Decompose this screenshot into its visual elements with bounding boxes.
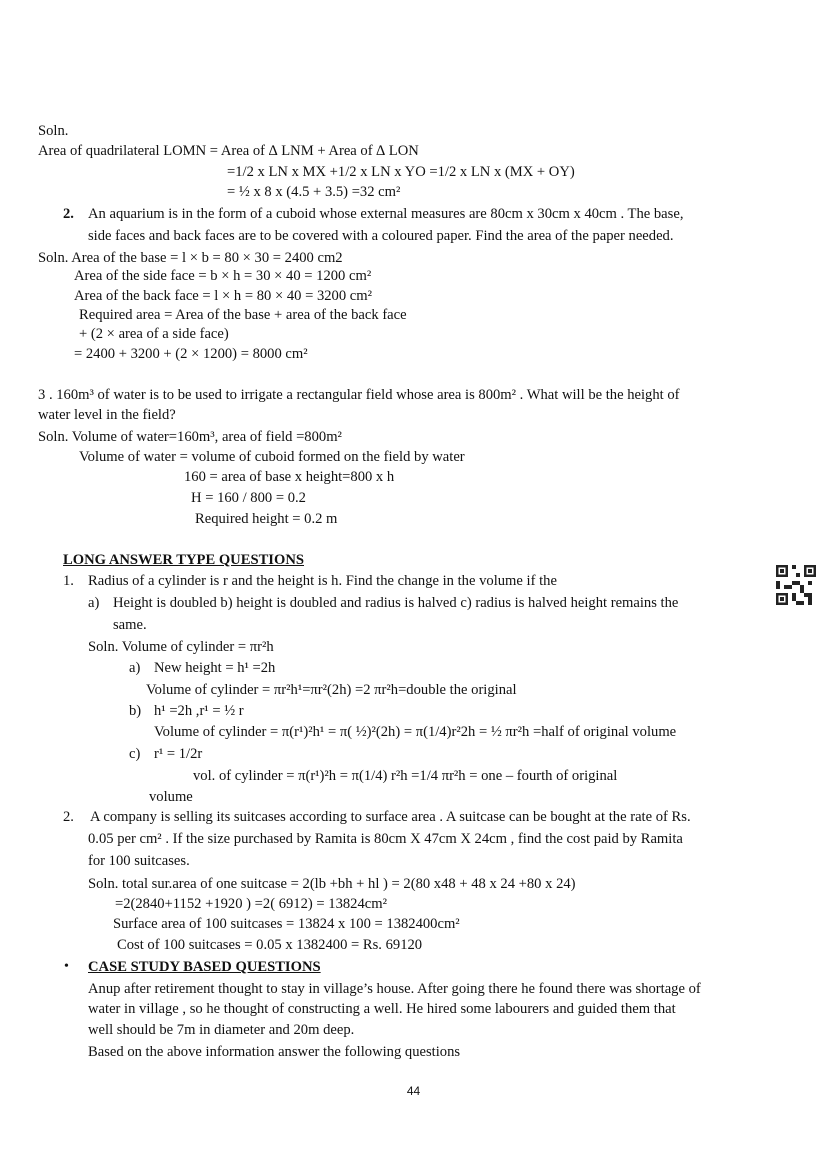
question-text: Radius of a cylinder is r and the height is h. Find the change in the volume if the (88, 573, 557, 589)
solution-line: =2(2840+1152 +1920 ) =2( 6912) = 13824cm² (115, 896, 387, 912)
question-text: 3 . 160m³ of water is to be used to irrigate a rectangular field whose area is 800m² . What will be the height of (38, 387, 680, 403)
bullet-icon: • (64, 959, 69, 974)
options-text: Height is doubled b) height is doubled and radius is halved c) radius is halved height remains the (113, 595, 679, 611)
solution-line: + (2 × area of a side face) (79, 326, 229, 342)
solution-line: Soln. Area of the base = l × b = 80 × 30 = 2400 cm2 (38, 250, 343, 266)
solution-line: volume (149, 789, 193, 805)
solution-line: 160 = area of base x height=800 x h (184, 469, 395, 485)
option-label: b) (129, 703, 142, 719)
paragraph-line: well should be 7m in diameter and 20m deep. (88, 1022, 355, 1038)
solution-line: vol. of cylinder = π(r¹)²h = π(1/4) r²h =1/4 πr²h = one – fourth of original (193, 768, 618, 784)
solution-line: H = 160 / 800 = 0.2 (191, 490, 306, 506)
question-number: 2. (63, 206, 74, 222)
question-text: side faces and back faces are to be covered with a coloured paper. Find the area of the paper needed. (88, 228, 674, 244)
question-number: 2. (63, 809, 74, 825)
paragraph-line: Anup after retirement thought to stay in village’s house. After going there he found there was shortage of (88, 981, 701, 997)
solution-line: Surface area of 100 suitcases = 13824 x 100 = 1382400cm² (113, 916, 460, 932)
question-number: 1. (63, 573, 74, 589)
solution-line: Soln. total sur.area of one suitcase = 2(lb +bh + hl ) = 2(80 x48 + 48 x 24 +80 x 24) (88, 876, 576, 892)
option-label: a) (88, 595, 100, 611)
qr-code-icon (776, 565, 816, 605)
solution-line: Volume of water = volume of cuboid formed on the field by water (79, 449, 465, 465)
question-text: for 100 suitcases. (88, 853, 190, 869)
solution-line: Soln. Volume of water=160m³, area of field =800m² (38, 429, 342, 445)
solution-line: New height = h¹ =2h (154, 660, 276, 676)
soln-label: Soln. (38, 123, 69, 139)
question-text: An aquarium is in the form of a cuboid whose external measures are 80cm x 30cm x 40cm . The base, (88, 206, 684, 222)
question-text: 0.05 per cm² . If the size purchased by Ramita is 80cm X 47cm X 24cm , find the cost paid by Ramita (88, 831, 683, 847)
option-label: c) (129, 746, 141, 762)
solution-line: Soln. Volume of cylinder = πr²h (88, 639, 274, 655)
section-heading: LONG ANSWER TYPE QUESTIONS (63, 552, 304, 568)
paragraph-line: Based on the above information answer the following questions (88, 1044, 461, 1060)
paragraph-line: water in village , so he thought of constructing a well. He hired some labourers and guided them that (88, 1001, 676, 1017)
quadrilateral-area-line: Area of quadrilateral LOMN = Area of ∆ LNM + Area of ∆ LON (38, 143, 419, 159)
question-text: water level in the field? (38, 407, 176, 423)
equation-line: = ½ x 8 x (4.5 + 3.5) =32 cm² (227, 184, 401, 200)
solution-line: h¹ =2h ,r¹ = ½ r (154, 703, 244, 719)
solution-line: r¹ = 1/2r (154, 746, 203, 762)
equation-line: =1/2 x LN x MX +1/2 x LN x YO =1/2 x LN x (MX + OY) (227, 164, 575, 180)
solution-line: Required area = Area of the base + area of the back face (79, 307, 407, 323)
question-text: A company is selling its suitcases according to surface area . A suitcase can be bought at the rate of Rs. (90, 809, 691, 825)
option-label: a) (129, 660, 141, 676)
solution-line: Area of the side face = b × h = 30 × 40 = 1200 cm² (74, 268, 372, 284)
solution-line: Cost of 100 suitcases = 0.05 x 1382400 = Rs. 69120 (117, 937, 423, 953)
solution-line: Volume of cylinder = πr²h¹=πr²(2h) =2 πr²h=double the original (146, 682, 517, 698)
solution-line: Area of the back face = l × h = 80 × 40 = 3200 cm² (74, 288, 372, 304)
page-number: 44 (406, 1084, 421, 1098)
solution-line: Volume of cylinder = π(r¹)²h¹ = π( ½)²(2h) = π(1/4)r²2h = ½ πr²h =half of original volume (154, 724, 677, 740)
solution-line: Required height = 0.2 m (195, 511, 338, 527)
options-text: same. (113, 617, 147, 633)
solution-line: = 2400 + 3200 + (2 × 1200) = 8000 cm² (74, 346, 308, 362)
section-heading: CASE STUDY BASED QUESTIONS (88, 959, 321, 975)
